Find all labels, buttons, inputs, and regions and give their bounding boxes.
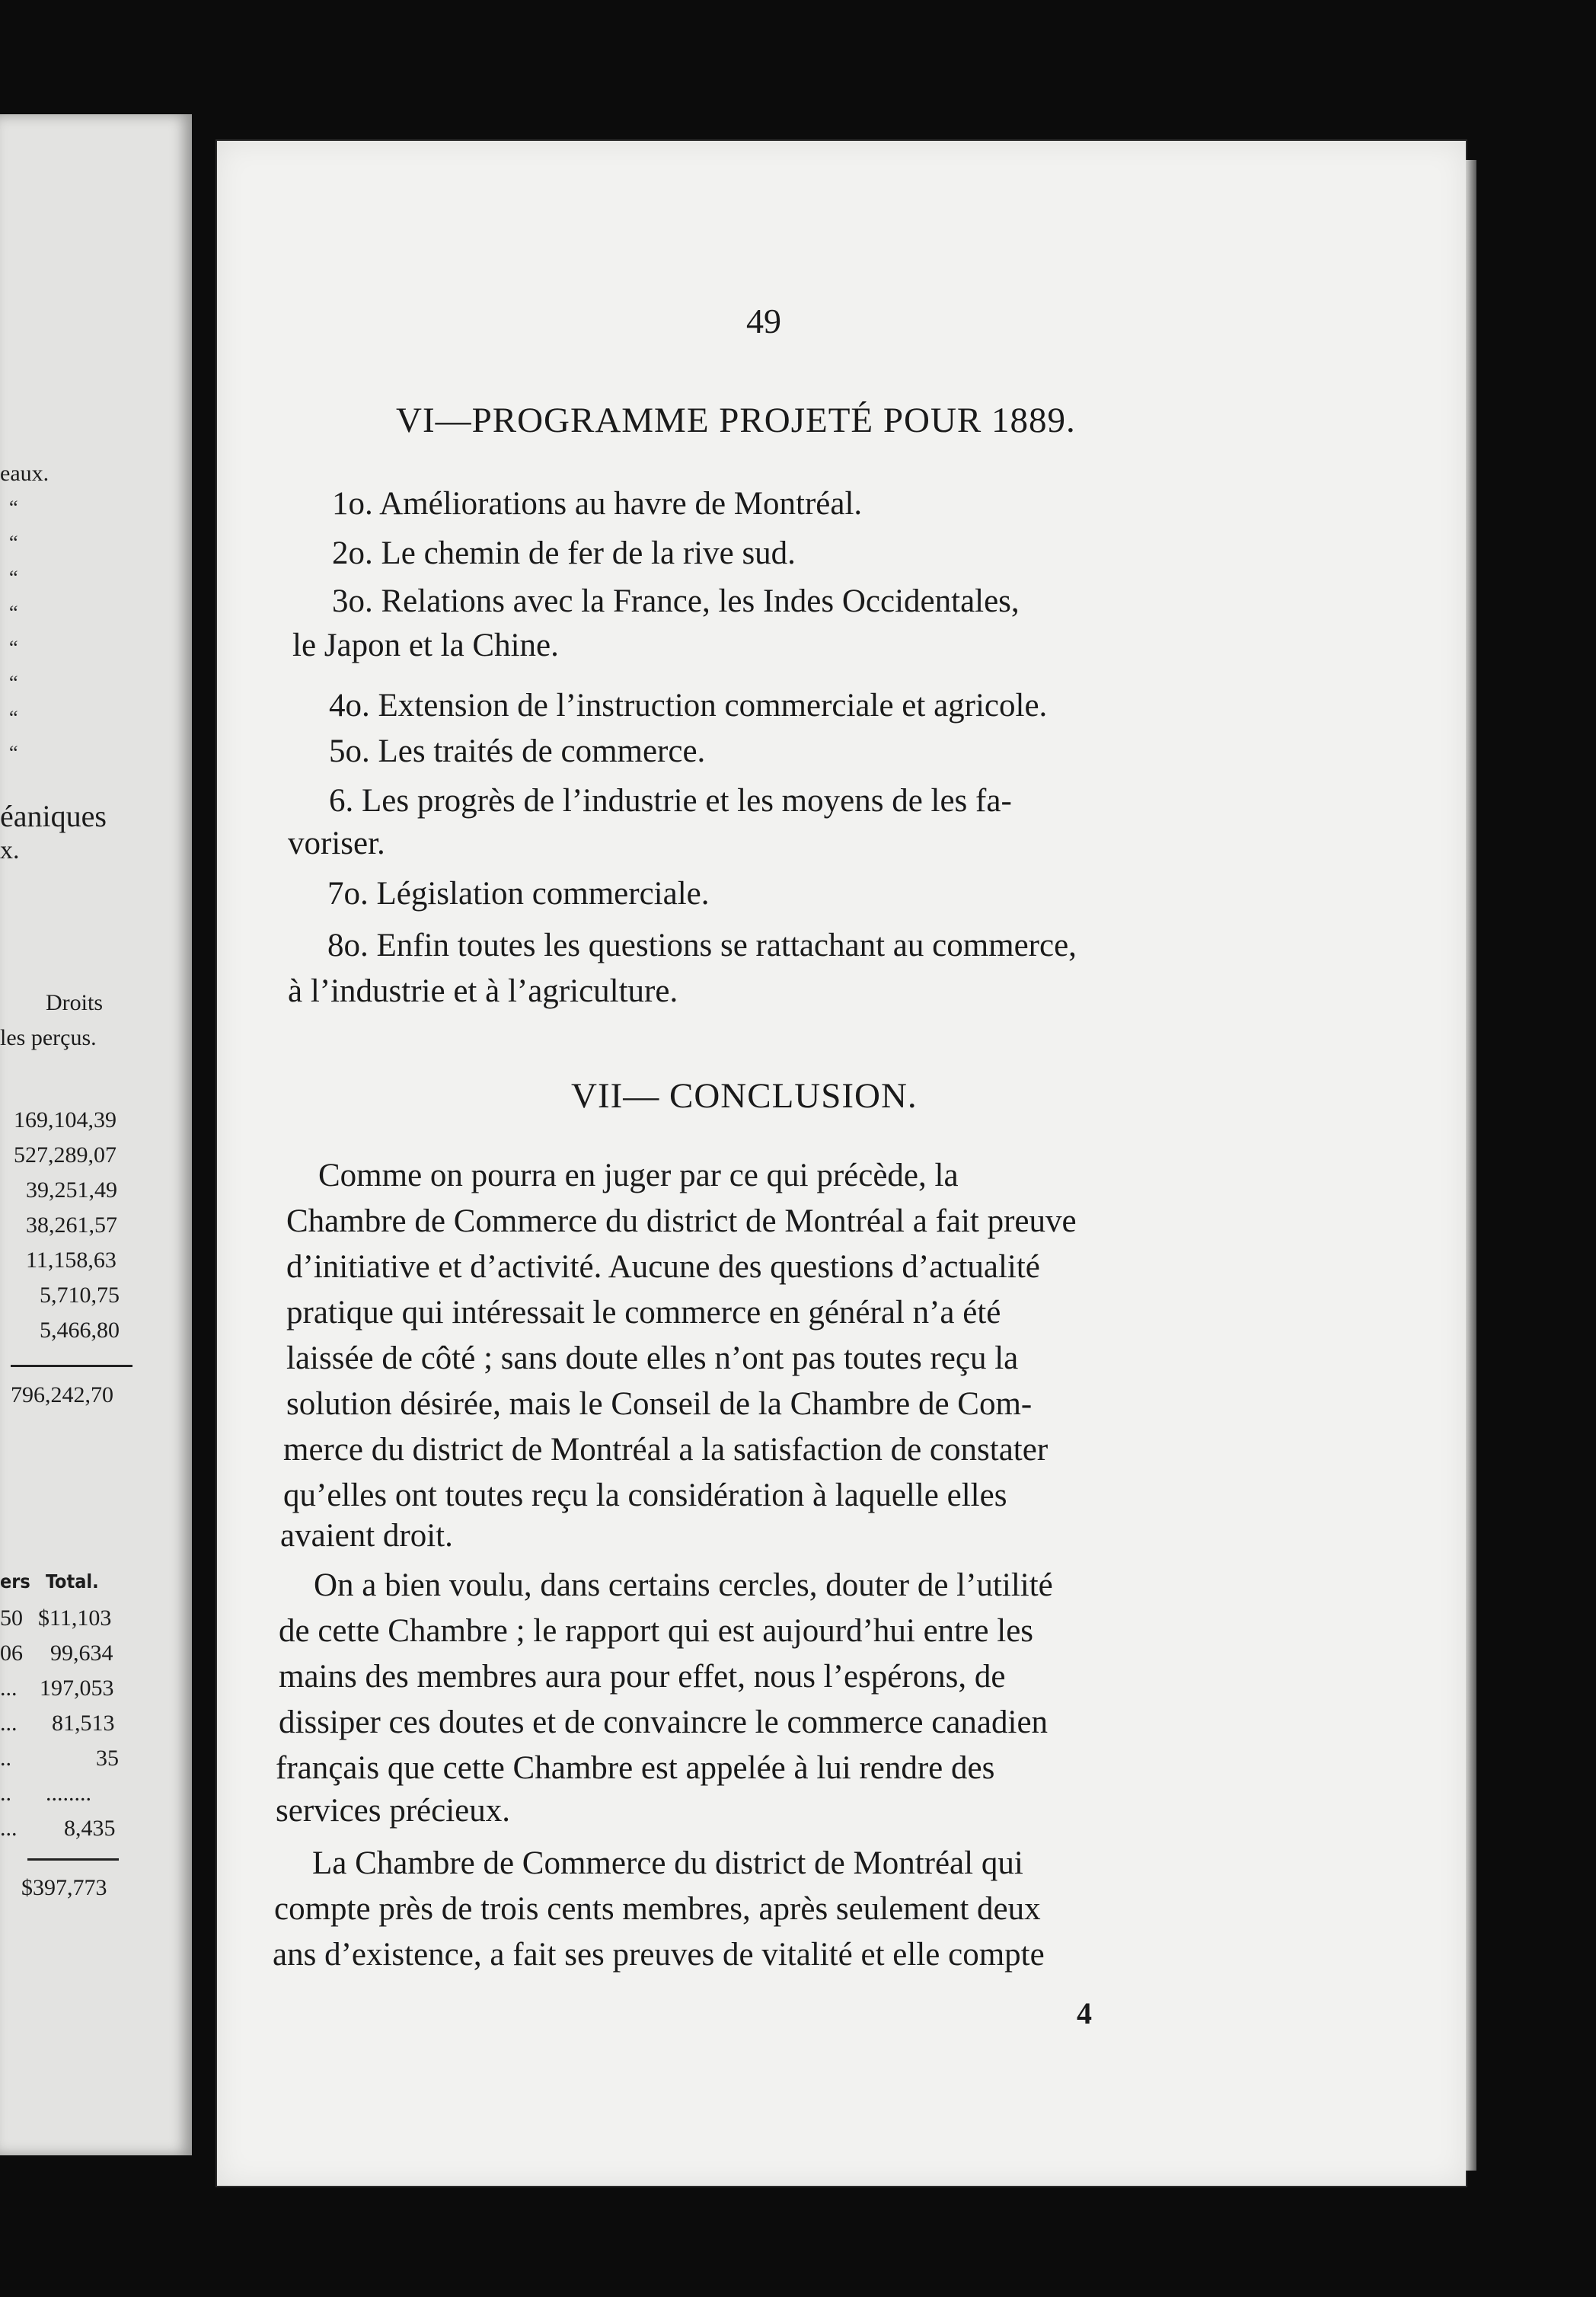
row-left: ..	[0, 1746, 11, 1771]
program-item: 7o. Législation commerciale.	[327, 876, 710, 912]
row-left: ...	[0, 1676, 18, 1701]
row-total: 197,053	[40, 1676, 114, 1701]
program-item: 8o. Enfin toutes les questions se rattachant au commerce,	[327, 928, 1077, 963]
value-cell: 38,261,57	[26, 1212, 117, 1238]
fragment-x: x.	[0, 836, 20, 864]
row-left: ...	[0, 1711, 18, 1736]
ditto-mark: “	[9, 637, 18, 659]
paragraph-line: merce du district de Montréal a la satisfaction de constater	[283, 1432, 1049, 1468]
paragraph-line: La Chambre de Commerce du district de Montréal qui	[312, 1845, 1023, 1881]
page-number: 49	[746, 302, 781, 340]
fragment-mecaniques: éaniques	[0, 799, 107, 833]
column-header-percus: les perçus.	[0, 1025, 97, 1050]
paragraph-line: ans d’existence, a fait ses preuves de vitalité et elle compte	[273, 1937, 1045, 1973]
row-total: 8,435	[64, 1816, 116, 1841]
program-item: 3o. Relations avec la France, les Indes Occidentales,	[332, 583, 1020, 619]
ditto-mark: “	[9, 532, 18, 554]
column-header-droits: Droits	[46, 990, 103, 1015]
section-heading-programme: VI—PROGRAMME PROJETÉ POUR 1889.	[396, 401, 1076, 440]
value-cell: 5,710,75	[40, 1283, 120, 1308]
fragment-eaux: eaux.	[0, 461, 49, 486]
row-left: ..	[0, 1781, 11, 1806]
value-cell: 527,289,07	[14, 1142, 117, 1168]
program-item: 4o. Extension de l’instruction commerciale et agricole.	[329, 688, 1048, 724]
sum-rule	[11, 1365, 132, 1367]
column-header-left: ers	[0, 1570, 30, 1593]
total-cell: 796,242,70	[11, 1382, 113, 1407]
paragraph-line: compte près de trois cents membres, après seulement deux	[274, 1891, 1041, 1927]
ditto-mark: “	[9, 497, 18, 519]
row-left: 50	[0, 1605, 23, 1631]
paragraph-line: dissiper ces doutes et de convaincre le commerce canadien	[279, 1704, 1049, 1740]
value-cell: 39,251,49	[26, 1177, 117, 1203]
row-left: ...	[0, 1816, 18, 1841]
row-total: 35	[96, 1746, 119, 1771]
column-header-total: Total.	[46, 1570, 99, 1593]
row-total: 99,634	[50, 1640, 113, 1666]
section-heading-conclusion: VII— CONCLUSION.	[571, 1076, 918, 1116]
program-item-continued: le Japon et la Chine.	[292, 628, 559, 663]
program-item: 1o. Améliorations au havre de Montréal.	[332, 486, 863, 522]
previous-page-fragment	[0, 114, 192, 2155]
paragraph-line: Chambre de Commerce du district de Montréal a fait preuve	[286, 1203, 1077, 1239]
paragraph-line: de cette Chambre ; le rapport qui est aujourd’hui entre les	[279, 1613, 1034, 1649]
program-item-continued: voriser.	[288, 826, 385, 861]
value-cell: 5,466,80	[40, 1318, 120, 1343]
ditto-mark: “	[9, 742, 18, 764]
paragraph-line: qu’elles ont toutes reçu la considération à laquelle elles	[283, 1478, 1007, 1513]
row-total: 81,513	[52, 1711, 115, 1736]
ditto-mark: “	[9, 602, 18, 624]
value-cell: 11,158,63	[26, 1248, 117, 1273]
paragraph-line: avaient droit.	[280, 1518, 453, 1554]
signature-mark: 4	[1077, 1996, 1092, 2030]
paragraph-line: solution désirée, mais le Conseil de la Chambre de Com-	[286, 1386, 1033, 1422]
paragraph-line: mains des membres aura pour effet, nous l’espérons, de	[279, 1659, 1006, 1695]
paragraph-line: français que cette Chambre est appelée à lui rendre des	[276, 1750, 995, 1786]
ditto-mark: “	[9, 672, 18, 694]
value-cell: 169,104,39	[14, 1107, 117, 1133]
page-edge	[1466, 160, 1476, 2171]
program-item: 6. Les progrès de l’industrie et les moyens de les fa-	[329, 783, 1012, 819]
ditto-mark: “	[9, 707, 18, 729]
paragraph-line: services précieux.	[276, 1793, 511, 1829]
row-total: $11,103	[38, 1605, 112, 1631]
paragraph-line: On a bien voulu, dans certains cercles, douter de l’utilité	[314, 1567, 1053, 1603]
sum-rule	[27, 1858, 119, 1861]
row-left: 06	[0, 1640, 23, 1666]
program-item: 2o. Le chemin de fer de la rive sud.	[332, 535, 796, 571]
paragraph-line: d’initiative et d’activité. Aucune des questions d’actualité	[286, 1249, 1040, 1285]
paragraph-line: Comme on pourra en juger par ce qui précède, la	[318, 1158, 959, 1193]
row-total: ........	[46, 1781, 91, 1806]
paragraph-line: laissée de côté ; sans doute elles n’ont pas toutes reçu la	[286, 1340, 1019, 1376]
program-item: 5o. Les traités de commerce.	[329, 733, 706, 769]
program-item-continued: à l’industrie et à l’agriculture.	[288, 973, 678, 1009]
ditto-mark: “	[9, 567, 18, 589]
paragraph-line: pratique qui intéressait le commerce en général n’a été	[286, 1295, 1001, 1331]
grand-total-cell: $397,773	[21, 1875, 107, 1900]
